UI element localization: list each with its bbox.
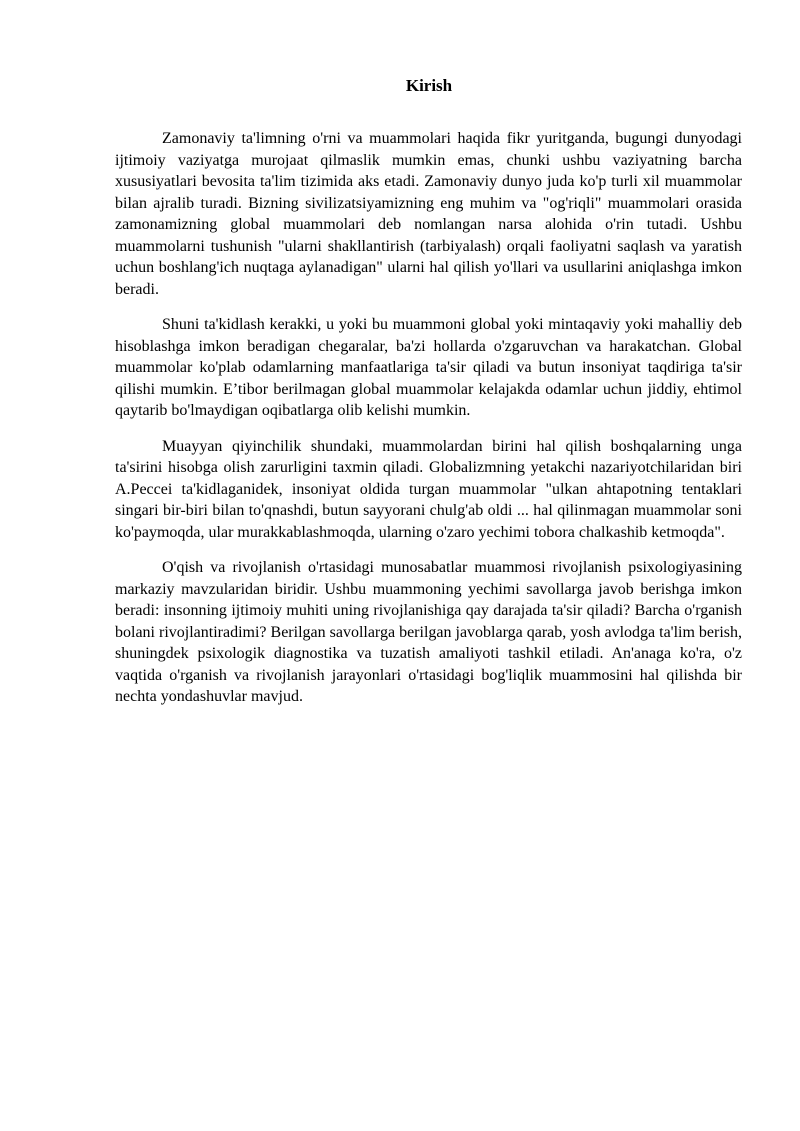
- body-text: [115, 128, 742, 722]
- paragraph: Muayyan qiyinchilik shundaki, muammolardan birini hal qilish boshqalarning unga ta'sirini hisobga olish zarurligini taxmin qiladi. Globalizmning yetakchi nazariyotchilaridan biri A.Peccei ta'kidlaganidek, insoniyat oldida turgan muammolar "ulkan ahtapotning tentaklari singari bir-biri bilan to'qnashdi, butun sayyorani chulg'ab oldi ... hal qilinmagan muammolar soni ko'paymoqda, ular murakkablashmoqda, ularning o'zaro yechimi tobora chalkashib ketmoqda".: [115, 437, 742, 541]
- paragraph: Shuni ta'kidlash kerakki, u yoki bu muammoni global yoki mintaqaviy yoki mahalliy deb hisoblashga imkon beradigan chegaralar, ba'zi hollarda o'zgaruvchan va harakatchan. Global muammolar ko'plab odamlarning manfaatlariga ta'sir qiladi va butun insoniyat taqdiriga ta'sir qilishi mumkin. E’tibor berilmagan global muammolar kelajakda odamlar uchun jiddiy, ehtimol qaytarib bo'lmaydigan oqibatlarga olib kelishi mumkin.: [115, 316, 742, 419]
- page-title: Kirish: [405, 76, 453, 95]
- paragraph: Zamonaviy ta'limning o'rni va muammolari haqida fikr yuritganda, bugungi dunyodagi ijtimoiy vaziyatga murojaat qilmaslik mumkin emas, chunki ushbu vaziyatning barcha xususiyatlari bevosita ta'lim tizimida aks etadi. Zamonaviy dunyo juda ko'p turli xil muammolar bilan ajralib turadi. Bizning sivilizatsiyamizning eng muhim va "og'riqli" muammolari orasida zamonamizning global muammolari deb nomlangan narsa alohida o'rin tutadi. Ushbu muammolarni tushunish "ularni shakllantirish (tarbiyalash) orqali faoliyatni saqlash va yaratish uchun boshlang'ich nuqtaga aylanadigan" ularni hal qilish yo'llari va usullarini aniqlashga imkon beradi.: [115, 130, 742, 298]
- paragraph: O'qish va rivojlanish o'rtasidagi munosabatlar muammosi rivojlanish psixologiyasining markaziy mavzularidan biridir. Ushbu muammoning yechimi savollarga javob berishga imkon beradi: insonning ijtimoiy muhiti uning rivojlanishiga qay darajada ta'sir qiladi? Barcha o'rganish bolani rivojlantiradimi? Berilgan savollarga berilgan javoblarga qarab, yosh avlodga ta'lim berish, shuningdek psixologik diagnostika va tuzatish amaliyoti tashkil etiladi. An'anaga ko'ra, o'z vaqtida o'rganish va rivojlanish jarayonlari o'rtasidagi bog'liqlik muammosini hal qilishda bir nechta yondashuvlar mavjud.: [115, 559, 742, 705]
